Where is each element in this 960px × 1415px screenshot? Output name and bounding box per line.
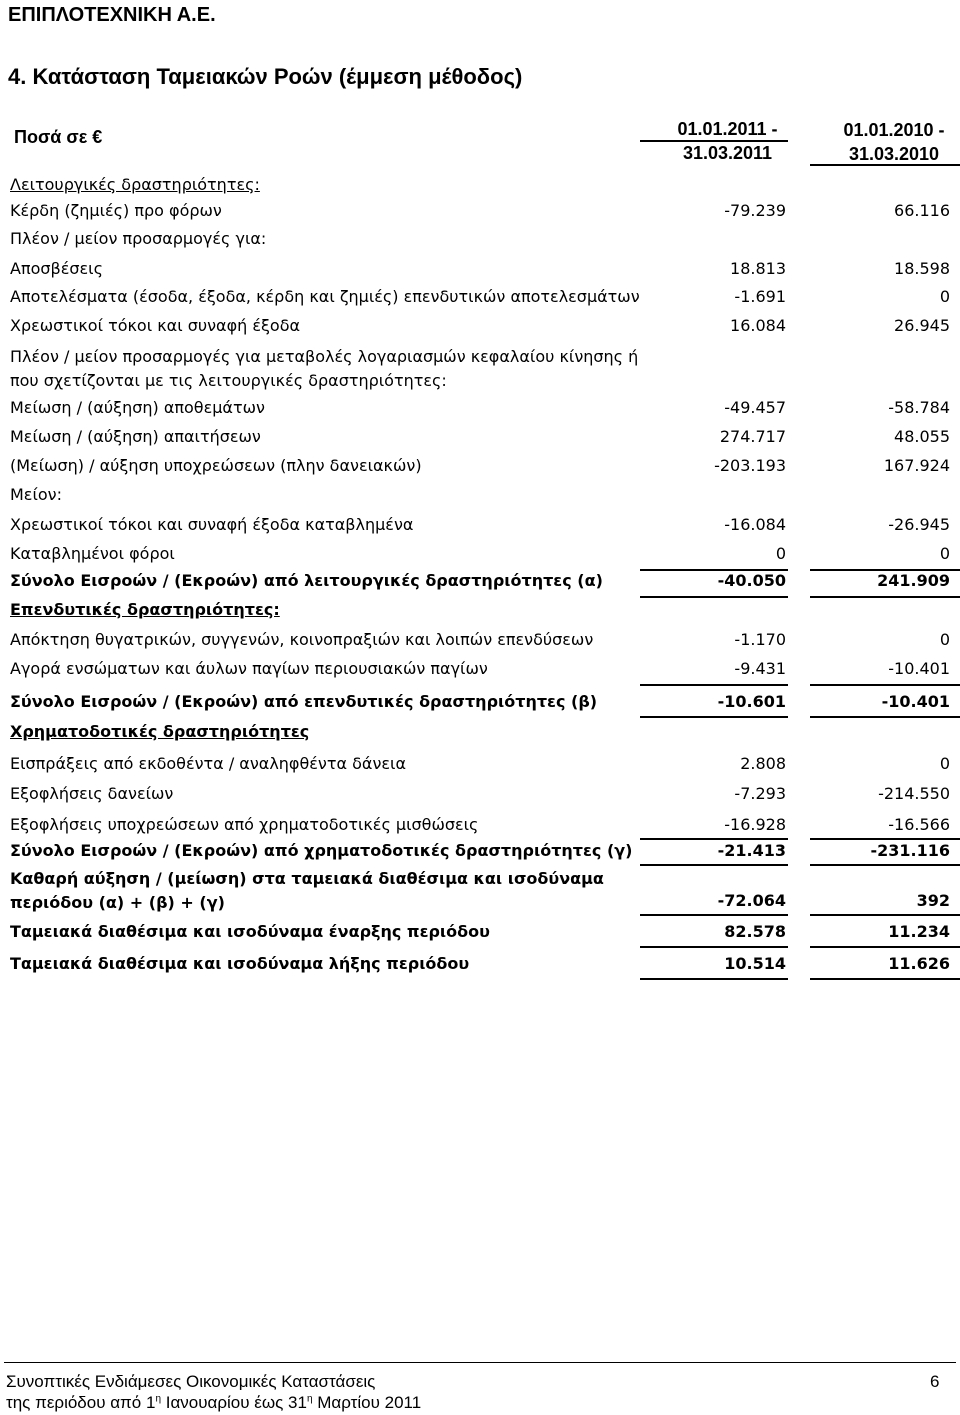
financing-heading: Χρηματοδοτικές δραστηριότητες	[10, 722, 310, 741]
value-2011: 82.578	[724, 922, 786, 941]
investing-heading-row	[10, 600, 952, 624]
row-label: Αποσβέσεις	[10, 259, 103, 278]
row-label: Αγορά ενσώματων και άυλων παγίων περιουσιακών παγίων	[10, 659, 488, 678]
footer-period-part3: Μαρτίου 2011	[312, 1393, 422, 1412]
company-name: ΕΠΙΠΛΟΤΕΧΝΙΚΗ Α.Ε.	[8, 4, 216, 26]
row-label: Σύνολο Εισροών / (Εκροών) από χρηματοδοτικές δραστηριότητες (γ)	[10, 841, 633, 860]
value-2010: -58.784	[888, 398, 950, 417]
row-label: Χρεωστικοί τόκοι και συναφή έξοδα καταβλημένα	[10, 515, 414, 534]
table-row	[10, 815, 952, 839]
value-2011: 18.813	[730, 259, 786, 278]
table-row	[10, 201, 952, 225]
total-rule-current	[640, 946, 788, 948]
subtotal-rule-current	[640, 838, 788, 840]
opening-cash-row	[10, 922, 952, 946]
period-prior-line1: 01.01.2010 -	[843, 120, 945, 140]
value-2010: -10.401	[888, 659, 950, 678]
value-2011: -16.928	[724, 815, 786, 834]
value-2011: -1.691	[734, 287, 786, 306]
currency-label: Ποσά σε €	[14, 127, 103, 147]
value-2010: -16.566	[888, 815, 950, 834]
less-heading-row	[10, 485, 952, 509]
total-rule-current	[640, 716, 788, 718]
value-2010: -26.945	[888, 515, 950, 534]
table-row	[10, 784, 952, 808]
page-number: 6	[930, 1372, 940, 1391]
subtotal-rule-current	[640, 684, 788, 686]
financing-heading-row	[10, 722, 952, 746]
value-2011: 2.808	[740, 754, 786, 773]
table-row	[10, 754, 952, 778]
row-label: Ταμειακά διαθέσιμα και ισοδύναμα έναρξης περιόδου	[10, 922, 490, 941]
footer-rule	[4, 1362, 956, 1363]
working-capital-heading	[10, 345, 638, 393]
adjustments-heading: Πλέον / μείον προσαρμογές για:	[10, 229, 267, 248]
value-2011: -1.170	[734, 630, 786, 649]
total-rule-current	[640, 914, 788, 916]
operating-heading-row	[10, 175, 952, 199]
working-capital-heading-line2: που σχετίζονται με τις λειτουργικές δραστηριότητες:	[10, 371, 447, 390]
value-2010: 392	[916, 891, 950, 910]
row-label: Απόκτηση θυγατρικών, συγγενών, κοινοπραξιών και λοιπών επενδύσεων	[10, 630, 594, 649]
footer-title: Συνοπτικές Ενδιάμεσες Οικονομικές Καταστάσεις	[6, 1372, 376, 1391]
row-label: Μείωση / (αύξηση) απαιτήσεων	[10, 427, 261, 446]
row-label: Καταβλημένοι φόροι	[10, 544, 175, 563]
row-label: Εξοφλήσεις δανείων	[10, 784, 174, 803]
financing-total-row	[10, 841, 952, 865]
row-label: Σύνολο Εισροών / (Εκροών) από λειτουργικές δραστηριότητες (α)	[10, 571, 603, 590]
value-2011: -9.431	[734, 659, 786, 678]
total-rule-prior	[810, 946, 960, 948]
table-row	[10, 659, 952, 683]
value-2011: -79.239	[724, 201, 786, 220]
value-2010: -10.401	[881, 692, 950, 711]
section-title: 4. Κατάσταση Ταμειακών Ροών (έμμεση μέθοδος)	[8, 64, 523, 89]
row-label: Κέρδη (ζημιές) προ φόρων	[10, 201, 222, 220]
value-2011: -21.413	[717, 841, 786, 860]
value-2010: 0	[939, 630, 950, 649]
adjustments-heading-row	[10, 229, 952, 253]
working-capital-heading-line1: Πλέον / μείον προσαρμογές για μεταβολές λογαριασμών κεφαλαίου κίνησης ή	[10, 347, 639, 366]
net-change-line2: περιόδου (α) + (β) + (γ)	[10, 893, 225, 912]
net-change-row	[10, 891, 952, 915]
value-2011: -10.601	[717, 692, 786, 711]
table-row	[10, 398, 952, 422]
operating-total-row	[10, 571, 952, 595]
value-2010: 26.945	[894, 316, 950, 335]
value-2010: 167.924	[883, 456, 950, 475]
period-prior-header	[830, 118, 958, 166]
value-2010: 241.909	[877, 571, 950, 590]
value-2010: -231.116	[870, 841, 950, 860]
value-2011: 16.084	[730, 316, 786, 335]
value-2011: 10.514	[724, 954, 786, 973]
table-row	[10, 515, 952, 539]
table-row	[10, 456, 952, 480]
total-rule-current	[640, 978, 788, 980]
investing-total-row	[10, 692, 952, 716]
total-rule-current	[640, 596, 788, 598]
value-2011: -40.050	[717, 571, 786, 590]
table-row	[10, 544, 952, 568]
footer-period-part1: της περιόδου από 1	[6, 1393, 156, 1412]
value-2011: -72.064	[717, 891, 786, 910]
investing-heading: Επενδυτικές δραστηριότητες:	[10, 600, 280, 619]
value-2010: 11.626	[888, 954, 950, 973]
row-label: Ταμειακά διαθέσιμα και ισοδύναμα λήξης περιόδου	[10, 954, 470, 973]
value-2010: 48.055	[894, 427, 950, 446]
period-current-line2: 31.03.2011	[682, 143, 773, 163]
closing-cash-row	[10, 954, 952, 978]
value-2010: 18.598	[894, 259, 950, 278]
row-label: Εισπράξεις από εκδοθέντα / αναληφθέντα δάνεια	[10, 754, 407, 773]
total-rule-prior	[810, 716, 960, 718]
subtotal-rule-prior	[810, 684, 960, 686]
less-heading: Μείον:	[10, 485, 62, 504]
table-row	[10, 316, 952, 340]
period-current-line1: 01.01.2011 -	[677, 119, 778, 139]
value-2010: -214.550	[878, 784, 950, 803]
row-label: Αποτελέσματα (έσοδα, έξοδα, κέρδη και ζημιές) επενδυτικών αποτελεσμάτων	[10, 287, 640, 306]
row-label: Χρεωστικοί τόκοι και συναφή έξοδα	[10, 316, 301, 335]
value-2010: 0	[939, 754, 950, 773]
total-rule-current	[640, 864, 788, 866]
table-row	[10, 287, 952, 311]
value-2011: -16.084	[724, 515, 786, 534]
table-row	[10, 427, 952, 451]
table-row	[10, 259, 952, 283]
value-2011: 0	[775, 544, 786, 563]
period-prior-line2: 31.03.2010	[848, 144, 940, 164]
value-2011: -7.293	[734, 784, 786, 803]
total-rule-prior	[810, 864, 960, 866]
operating-heading: Λειτουργικές δραστηριότητες:	[10, 175, 260, 194]
subtotal-rule-prior	[810, 838, 960, 840]
total-rule-prior	[810, 596, 960, 598]
table-row	[10, 630, 952, 654]
row-label: (Μείωση) / αύξηση υποχρεώσεων (πλην δανειακών)	[10, 456, 422, 475]
net-change-line1: Καθαρή αύξηση / (μείωση) στα ταμειακά διαθέσιμα και ισοδύναμα	[10, 869, 604, 888]
value-2011: 274.717	[719, 427, 786, 446]
row-label: Εξοφλήσεις υποχρεώσεων από χρηματοδοτικές μισθώσεις	[10, 815, 479, 834]
value-2010: 11.234	[888, 922, 950, 941]
header-underline-current	[640, 140, 788, 142]
value-2010: 0	[939, 544, 950, 563]
total-rule-prior	[810, 978, 960, 980]
header-underline-prior	[810, 164, 960, 166]
total-rule-prior	[810, 914, 960, 916]
value-2010: 0	[939, 287, 950, 306]
footer-period-part2: Ιανουαρίου έως 31	[161, 1393, 307, 1412]
footer-period	[6, 1393, 421, 1413]
row-label: Σύνολο Εισροών / (Εκροών) από επενδυτικές δραστηριότητες (β)	[10, 692, 598, 711]
footer-ordinal-2: η	[306, 1393, 313, 1405]
value-2011: -203.193	[714, 456, 786, 475]
value-2010: 66.116	[894, 201, 950, 220]
row-label: Μείωση / (αύξηση) αποθεμάτων	[10, 398, 265, 417]
value-2011: -49.457	[724, 398, 786, 417]
footer-ordinal-1: η	[155, 1393, 161, 1405]
